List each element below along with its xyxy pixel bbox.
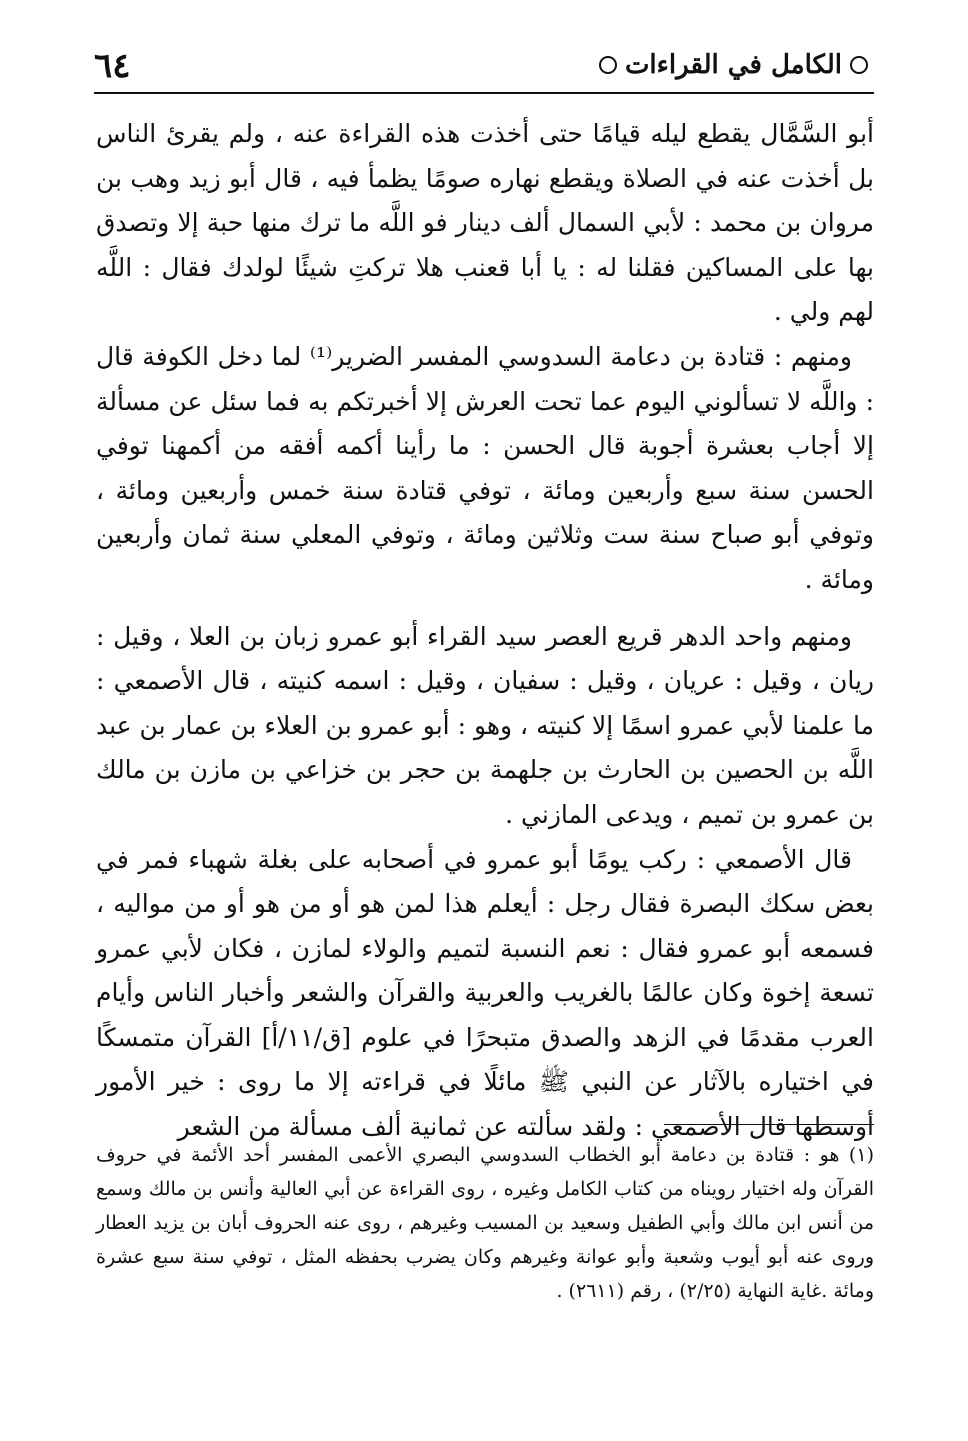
footnote-divider xyxy=(664,1124,874,1125)
paragraph: ومنهم واحد الدهر قريع العصر سيد القراء أبو عمرو زبان بن العلا ، وقيل : ريان ، وقيل : عريان ، وقيل : سفيان ، وقيل : اسمه كنيته ، قال الأصمعي : ما علمنا لأبي عمرو اسمًا إلا كنيته ، وهو : أبو عمرو بن العلاء بن عمار بن عبد اللَّه بن الحصين بن الحارث بن جلهمة بن حجر بن خزاعي بن مازن بن مالك بن عمرو بن تميم ، ويدعى المازني . xyxy=(96,621,874,829)
footnotes xyxy=(96,1138,874,1308)
main-text xyxy=(96,112,874,1150)
running-title xyxy=(599,50,868,80)
paragraph: ومنهم : قتادة بن دعامة السدوسي المفسر الضرير⁽¹⁾ لما دخل الكوفة قال : واللَّه لا تسألوني اليوم عما تحت العرش إلا أخبرتكم به فما سئل عن مسألة إلا أجاب بعشرة أجوبة قال الحسن : ما رأينا أكمه أفقه من أكمهنا توفي الحسن سنة سبع وأربعين ومائة ، توفي قتادة سنة خمس وأربعين ومائة ، وتوفي أبو صباح سنة ست وثلاثين ومائة ، وتوفي المعلي سنة ثمان وأربعين ومائة . xyxy=(96,341,874,594)
paragraph: قال الأصمعي : ركب يومًا أبو عمرو في أصحابه على بغلة شهباء فمر في بعض سكك البصرة فقال رجل : أيعلم هذا لمن هو أو من هو أو من مواليه ، فسمعه أبو عمرو فقال : نعم النسبة لتميم والولاء لمازن ، فكان لأبي عمرو تسعة إخوة وكان عالمًا بالغريب والعربية والقرآن والشعر وأخبار الناس وأيام العرب مقدمًا في الزهد والصدق متبحرًا في علوم [ق/١١/أ] القرآن متمسكًا في اختياره بالآثار عن النبي ﷺ مائلًا في قراءته إلا ما روى : خير الأمور أوسطها قال الأصمعي : ولقد سألته عن ثمانية ألف مسألة من الشعر xyxy=(96,844,874,1142)
circle-ornament-icon xyxy=(599,56,617,74)
footnote: (١) هو : قتادة بن دعامة أبو الخطاب السدوسي البصري الأعمى المفسر أحد الأئمة في حروف القرآن وله اختيار رويناه من كتاب الكامل وغيره ، روى القراءة عن أبي العالية وأنس بن مالك وسمع من أنس ابن مالك وأبي الطفيل وسعيد بن المسيب وغيرهم ، روى عنه الحروف أبان بن يزيد العطار وروى عنه أبو أيوب وشعبة وأبو عوانة وغيرهم وكان يضرب بحفظه المثل ، توفي سنة سبع عشرة ومائة .غاية النهاية (٢/٢٥) ، رقم (٢٦١١) . xyxy=(96,1144,874,1302)
page-number: ٦٤ xyxy=(94,46,131,86)
circle-ornament-icon xyxy=(850,56,868,74)
running-title-text: الكامل في القراءات xyxy=(624,50,842,80)
page-header xyxy=(94,40,874,94)
paragraph: أبو السَّمَّال يقطع ليله قيامًا حتى أخذت هذه القراءة عنه ، ولم يقرئ الناس بل أخذت عنه في الصلاة ويقطع نهاره صومًا يظمأ فيه ، قال أبو زيد وهب بن مروان بن محمد : لأبي السمال ألف دينار فو اللَّه ما ترك منها حبة إلا وتصدق بها على المساكين فقلنا له : يا أبا قعنب هلا تركتِ شيئًا لولدك فقال : اللَّه لهم ولي . xyxy=(96,119,874,327)
